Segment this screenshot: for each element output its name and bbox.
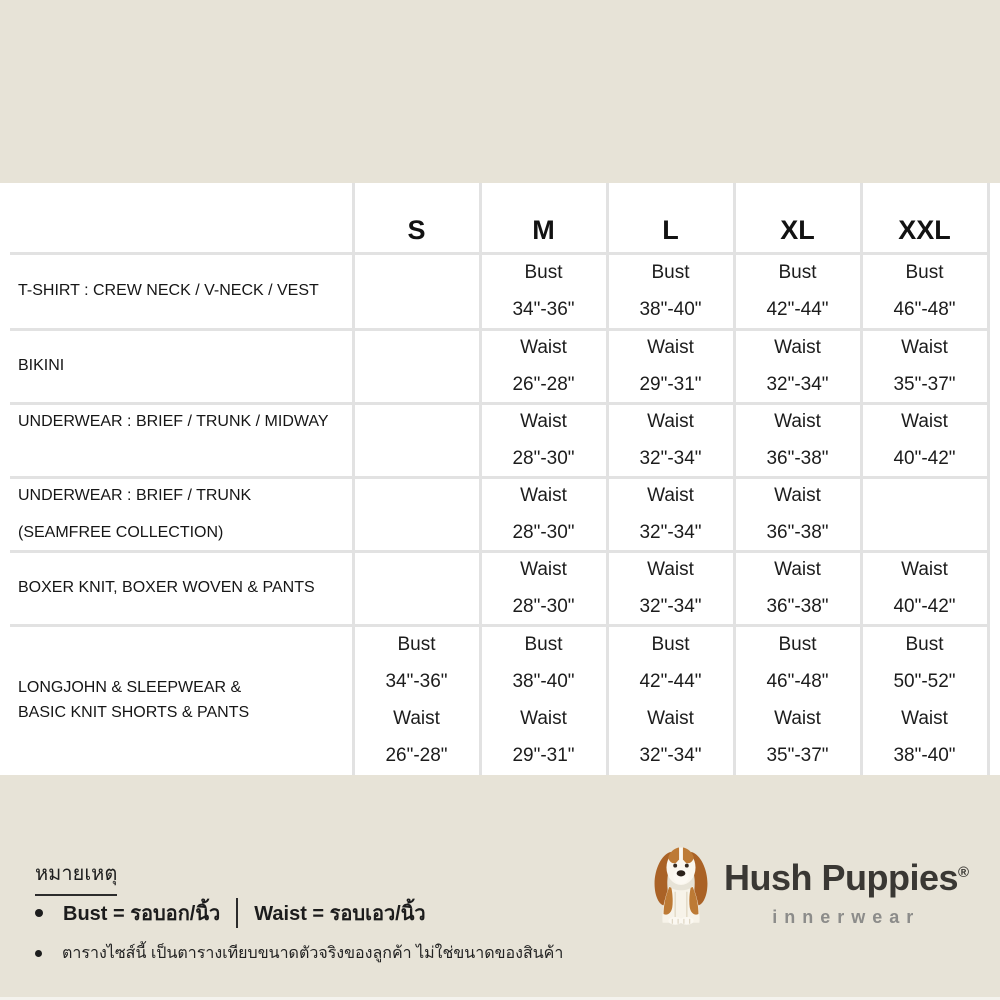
measure-type-label: Waist [774,411,821,432]
size-cell-m [480,477,607,551]
measure-type-label: Waist [520,337,567,358]
measure-type-label: Bust [905,262,944,283]
size-table-grid [0,183,1000,775]
size-cell-xl [734,403,861,477]
size-cell-m [480,551,607,625]
row-label-line: UNDERWEAR : BRIEF / TRUNK [18,487,252,504]
gridline-horizontal [10,402,989,405]
size-cell-m [480,329,607,403]
size-cell-s [353,551,480,625]
measure-type-label: Waist [647,708,694,729]
size-cell-xxl [861,551,988,625]
measure-type-label: Waist [520,485,567,506]
gridline-vertical [352,183,355,775]
measure-range-value: 28"-30" [512,448,575,469]
measure-range-value: 36"-38" [766,448,829,469]
measure-range-value: 32"-34" [639,596,702,617]
measure-type-label: Waist [647,337,694,358]
size-cell-l [607,403,734,477]
measure-type-label: Waist [393,708,440,729]
size-cell-s [353,625,480,775]
measure-range-value: 34"-36" [385,671,448,692]
measure-range-value: 38"-40" [893,745,956,766]
measure-type-label: Bust [524,634,563,655]
size-cell-s [353,329,480,403]
measure-type-label: Bust [651,634,690,655]
size-table [0,183,1000,775]
measure-type-label: Waist [647,559,694,580]
measure-type-label: Bust [651,262,690,283]
size-cell-l [607,477,734,551]
size-cell-xl [734,625,861,775]
measure-type-label: Waist [901,559,948,580]
size-cell-xxl [861,329,988,403]
measure-type-label: Bust [905,634,944,655]
registered-mark: ® [958,864,969,881]
measure-type-label: Waist [520,411,567,432]
size-cell-xxl [861,403,988,477]
row-label-line: (SEAMFREE COLLECTION) [18,524,224,541]
size-cell-m [480,253,607,329]
column-header-m: M [532,215,555,245]
measure-type-label: Bust [524,262,563,283]
measure-range-value: 29"-31" [639,374,702,395]
measure-range-value: 28"-30" [512,596,575,617]
table-corner-cell [0,183,353,253]
size-cell-l [607,551,734,625]
column-header-xxl: XXL [898,215,951,245]
brand-subtitle: innerwear [772,907,921,927]
row-label-line: BIKINI [18,357,65,374]
measure-type-label: Waist [647,485,694,506]
bullet-icon [35,909,43,917]
size-cell-l [607,253,734,329]
measure-range-value: 26"-28" [512,374,575,395]
disclaimer-text: ตารางไซส์นี้ เป็นตารางเทียบขนาดตัวจริงของลูกค้า ไม่ใช่ขนาดของสินค้า [62,945,564,962]
measure-type-label: Waist [774,708,821,729]
gridline-vertical [860,183,863,775]
column-header-xl: XL [780,215,815,245]
measure-type-label: Waist [520,708,567,729]
measure-range-value: 35"-37" [893,374,956,395]
size-cell-l [607,625,734,775]
gridline-vertical [606,183,609,775]
size-cell-m [480,625,607,775]
size-cell-xl [734,477,861,551]
measure-type-label: Waist [901,337,948,358]
notes-heading: หมายเหตุ [35,857,117,896]
measure-range-value: 32"-34" [639,522,702,543]
gridline-vertical [987,183,990,775]
column-header-s: S [407,215,426,245]
waist-legend: Waist = รอบเอว/นิ้ว [254,903,426,925]
measure-type-label: Waist [901,708,948,729]
gridline-horizontal [10,476,989,479]
row-label [0,329,353,403]
gridline-horizontal [10,328,989,331]
row-label [0,551,353,625]
measure-range-value: 36"-38" [766,596,829,617]
brand-name-text: Hush Puppies [724,857,959,898]
brand-logo [650,841,969,928]
measure-type-label: Waist [647,411,694,432]
gridline-vertical [733,183,736,775]
measure-type-label: Waist [774,485,821,506]
row-label-line: BOXER KNIT, BOXER WOVEN & PANTS [18,579,315,596]
row-label-line: BASIC KNIT SHORTS & PANTS [18,704,250,721]
size-cell-xl [734,329,861,403]
measure-range-value: 26"-28" [385,745,448,766]
measure-type-label: Waist [774,337,821,358]
measure-range-value: 50"-52" [893,671,956,692]
measure-range-value: 35"-37" [766,745,829,766]
measure-type-label: Bust [778,262,817,283]
row-label-line: LONGJOHN & SLEEPWEAR & [18,679,242,696]
bust-legend: Bust = รอบอก/นิ้ว [63,903,221,925]
measurement-legend [35,897,426,929]
row-label [0,403,353,477]
measure-range-value: 32"-34" [639,745,702,766]
measure-range-value: 40"-42" [893,596,956,617]
measure-type-label: Bust [778,634,817,655]
bullet-icon [35,950,42,957]
measure-range-value: 40"-42" [893,448,956,469]
column-header-l: L [662,215,679,245]
row-label-line: T-SHIRT : CREW NECK / V-NECK / VEST [18,282,319,299]
brand-text-block [724,841,969,928]
gridline-horizontal [10,550,989,553]
measure-range-value: 34"-36" [512,299,575,320]
measure-range-value: 29"-31" [512,745,575,766]
gridline-horizontal [10,624,989,627]
row-label [0,625,353,775]
disclaimer-note [35,941,563,966]
size-cell-s [353,403,480,477]
measure-type-label: Bust [397,634,436,655]
measure-range-value: 42"-44" [766,299,829,320]
row-label [0,253,353,329]
measure-range-value: 38"-40" [512,671,575,692]
measure-range-value: 42"-44" [639,671,702,692]
measure-type-label: Waist [774,559,821,580]
footer-notes [0,775,1000,1000]
row-label [0,477,353,551]
size-cell-xxl [861,625,988,775]
size-cell-s [353,253,480,329]
measure-range-value: 46"-48" [893,299,956,320]
size-cell-xxl [861,477,988,551]
brand-name [724,857,969,899]
measure-range-value: 32"-34" [766,374,829,395]
measure-type-label: Waist [901,411,948,432]
size-cell-xl [734,551,861,625]
measure-range-value: 28"-30" [512,522,575,543]
measure-range-value: 46"-48" [766,671,829,692]
measure-range-value: 38"-40" [639,299,702,320]
size-cell-m [480,403,607,477]
measure-range-value: 36"-38" [766,522,829,543]
size-cell-xl [734,253,861,329]
gridline-horizontal [10,252,989,255]
size-cell-l [607,329,734,403]
legend-divider [236,898,238,928]
size-cell-xxl [861,253,988,329]
row-label-line: UNDERWEAR : BRIEF / TRUNK / MIDWAY [18,413,329,430]
size-cell-s [353,477,480,551]
measure-type-label: Waist [520,559,567,580]
measure-range-value: 32"-34" [639,448,702,469]
basset-hound-dog-icon [650,841,712,927]
gridline-vertical [479,183,482,775]
